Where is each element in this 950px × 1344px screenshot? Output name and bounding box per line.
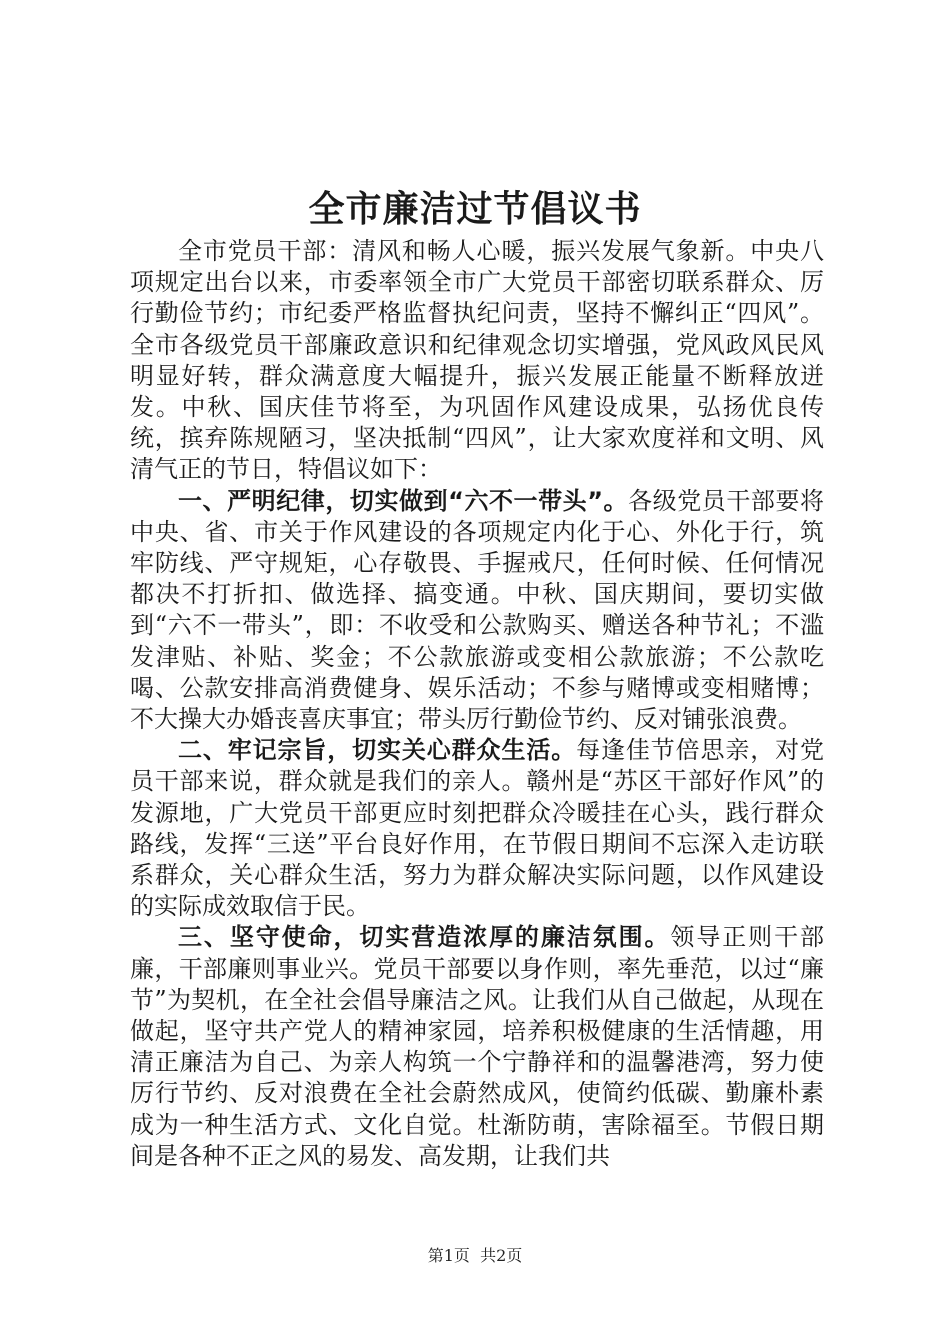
section-1-heading: 一、严明纪律，切实做到“六不一带头”。 xyxy=(178,486,629,515)
intro-paragraph: 全市党员干部：清风和畅人心暖，振兴发展气象新。中央八项规定出台以来，市委率领全市广大党员干部密切联系群众、厉行勤俭节约；市纪委严格监督执纪问责，坚持不懈纠正“四风”。全市各级党员干部廉政意识和纪律观念切实增强，党风政风民风明显好转，群众满意度大幅提升，振兴发展正能量不断释放迸发。中秋、国庆佳节将至，为巩固作风建设成果，弘扬优良传统，摈弃陈规陋习，坚决抵制“四风”，让大家欢度祥和文明、风清气正的节日，特倡议如下： xyxy=(130,237,824,484)
section-3-paragraph xyxy=(130,922,824,1172)
section-3-heading: 三、坚守使命，切实营造浓厚的廉洁氛围。 xyxy=(178,923,671,952)
page-total: 共2页 xyxy=(480,1246,523,1265)
section-1-text: 各级党员干部要将中央、省、市关于作风建设的各项规定内化于心、外化于行，筑牢防线、严守规矩，心存敬畏、手握戒尺，任何时候、任何情况都决不打折扣、做选择、搞变通。中秋、国庆期间，要切实做到“六不一带头”，即：不收受和公款购买、赠送各种节礼；不滥发津贴、补贴、奖金；不公款旅游或变相公款旅游；不公款吃喝、公款安排高消费健身、娱乐活动；不参与赌博或变相赌博；不大操大办婚丧喜庆事宜；带头厉行勤俭节约、反对铺张浪费。 xyxy=(130,486,825,734)
section-2-text: 每逢佳节倍思亲，对党员干部来说，群众就是我们的亲人。赣州是“苏区干部好作风”的发源地，广大党员干部更应时刻把群众冷暖挂在心头，践行群众路线，发挥“三送”平台良好作用，在节假日期间不忘深入走访联系群众，关心群众生活，努力为群众解决实际问题，以作风建设的实际成效取信于民。 xyxy=(130,736,825,921)
section-2-heading: 二、牢记宗旨，切实关心群众生活。 xyxy=(178,736,577,765)
document-body xyxy=(130,236,824,1172)
section-2-paragraph xyxy=(130,735,824,922)
page-footer xyxy=(0,1246,950,1266)
section-3-text: 领导正则干部廉，干部廉则事业兴。党员干部要以身作则，率先垂范，以过“廉节”为契机，在全社会倡导廉洁之风。让我们从自己做起，从现在做起，坚守共产党人的精神家园，培养积极健康的生活情趣，用清正廉洁为自己、为亲人构筑一个宁静祥和的温馨港湾，努力使厉行节约、反对浪费在全社会蔚然成风，使简约低碳、勤廉朴素成为一种生活方式、文化自觉。杜渐防萌，害除福至。节假日期间是各种不正之风的易发、高发期，让我们共 xyxy=(130,923,825,1170)
document-title: 全市廉洁过节倡议书 xyxy=(308,189,642,230)
page-number: 第1页 xyxy=(427,1246,470,1265)
section-1-paragraph xyxy=(130,486,824,736)
